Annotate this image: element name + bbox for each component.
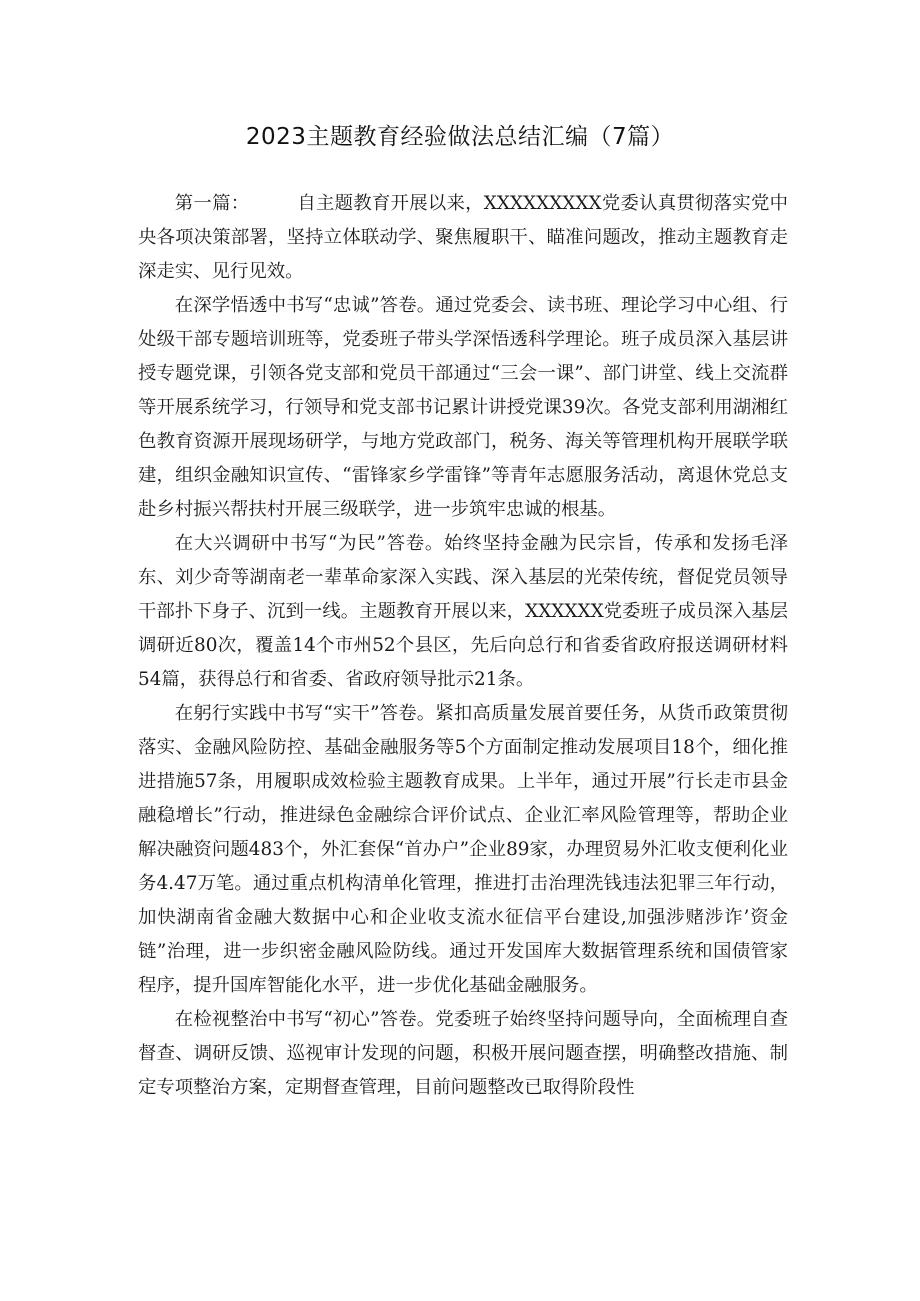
lead-text: 自主题教育开展以来，XXXXXXXXX党委认真贯彻落实党中央各项决策部署，坚持立体联动学、聚焦履职干、瞄准问题改，推动主题教育走深走实、见行见效。 <box>138 193 788 282</box>
paragraph-original-aspiration: 在检视整治中书写“初心”答卷。党委班子始终坚持问题导向，全面梳理自查督查、调研反馈、巡视审计发现的问题，积极开展问题查摆，明确整改措施、制定专项整治方案，定期督查管理，目前问题整改已取得阶段性 <box>138 1009 788 1098</box>
paragraph-practice: 在躬行实践中书写“实干”答卷。紧扣高质量发展首要任务，从货币政策贯彻落实、金融风险防控、基础金融服务等5个方面制定推动发展项目18个，细化推进措施57条，用履职成效检验主题教育成果。上半年，通过开展”行长走市县金融稳增长”行动，推进绿色金融综合评价试点、企业汇率风险管理等，帮助企业解决融资问题483个，外汇套保“首办户”企业89家，办理贸易外汇收支便利化业务4.47万笔。通过重点机构清单化管理，推进打击治理洗钱违法犯罪三年行动，加快湖南省金融大数据中心和企业收支流水征信平台建设,加强涉赌涉诈’资金链”治理，进一步织密金融风险防线。通过开发国库大数据管理系统和国债管家程序，提升国库智能化水平，进一步优化基础金融服务。 <box>138 703 788 996</box>
document-body <box>138 187 788 1105</box>
document-title: 2023主题教育经验做法总结汇编（7篇） <box>245 124 675 150</box>
paragraph-loyalty: 在深学悟透中书写“忠诚”答卷。通过党委会、读书班、理论学习中心组、行处级干部专题培训班等，党委班子带头学深悟透科学理论。班子成员深入基层讲授专题党课，引领各党支部和党员干部通过“三会一课”、部门讲堂、线上交流群等开展系统学习，行领导和党支部书记累计讲授党课39次。各党支部利用湖湘红色教育资源开展现场研学，与地方党政部门，税务、海关等管理机构开展联学联建，组织金融知识宣传、“雷锋家乡学雷锋”等青年志愿服务活动，离退休党总支赴乡村振兴帮扶村开展三级联学，进一步筑牢忠诚的根基。 <box>138 295 788 520</box>
lead-paragraph <box>138 187 788 289</box>
paragraph-people: 在大兴调研中书写“为民”答卷。始终坚持金融为民宗旨，传承和发扬毛泽东、刘少奇等湖南老一辈革命家深入实践、深入基层的光荣传统，督促党员领导干部扑下身子、沉到一线。主题教育开展以来，XXXXXX党委班子成员深入基层调研近80次，覆盖14个市州52个县区，先后向总行和省委省政府报送调研材料54篇，获得总行和省委、省政府领导批示21条。 <box>138 533 788 690</box>
section-label: 第一篇： <box>174 193 250 214</box>
